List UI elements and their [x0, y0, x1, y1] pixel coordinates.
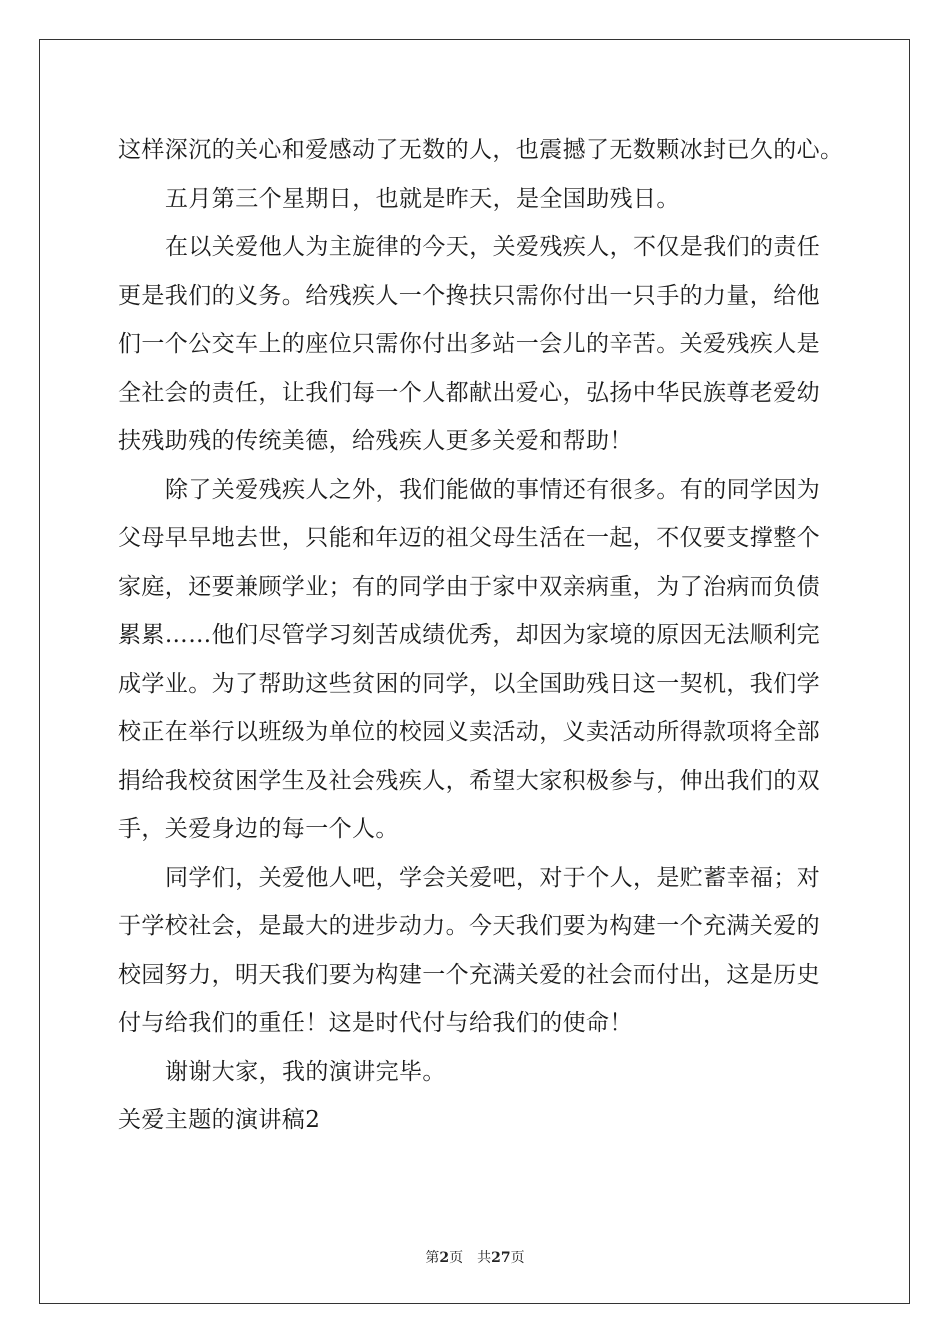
text-line: 校正在举行以班级为单位的校园义卖活动，义卖活动所得款项将全部	[118, 719, 820, 745]
total-prefix: 共	[477, 1250, 492, 1266]
page-footer	[0, 1248, 950, 1268]
page-unit: 页	[449, 1250, 464, 1266]
text-line: 成学业。为了帮助这些贫困的同学，以全国助残日这一契机，我们学	[118, 670, 820, 697]
text-line: 这样深沉的关心和爱感动了无数的人，也震撼了无数颗冰封已久的心。	[118, 137, 844, 163]
document-body	[118, 126, 844, 1145]
total-unit: 页	[510, 1250, 525, 1266]
text-line: 累累……他们尽管学习刻苦成绩优秀，却因为家境的原因无法顺利完	[118, 622, 820, 648]
page-prefix: 第	[425, 1250, 440, 1266]
section-heading: 关爱主题的演讲稿2	[118, 1107, 321, 1133]
text-line: 扶残助残的传统美德，给残疾人更多关爱和帮助！	[118, 428, 633, 454]
text-line: 校园努力，明天我们要为构建一个充满关爱的社会而付出，这是历史	[118, 961, 820, 988]
text-line: 捐给我校贫困学生及社会残疾人，希望大家积极参与，伸出我们的双	[118, 767, 820, 794]
text-line: 于学校社会，是最大的进步动力。今天我们要为构建一个充满关爱的	[118, 913, 820, 939]
total-page-count: 27	[491, 1250, 511, 1266]
paragraph-start: 谢谢大家，我的演讲完毕。	[165, 1058, 446, 1085]
text-line: 全社会的责任，让我们每一个人都献出爱心，弘扬中华民族尊老爱幼	[118, 379, 820, 406]
paragraph-start: 除了关爱残疾人之外，我们能做的事情还有很多。有的同学因为	[165, 476, 821, 503]
text-line: 付与给我们的重任！这是时代付与给我们的使命！	[118, 1010, 633, 1036]
text-line: 们一个公交车上的座位只需你付出多站一会儿的辛苦。关爱残疾人是	[118, 331, 820, 357]
paragraph-start: 同学们，关爱他人吧，学会关爱吧，对于个人，是贮蓄幸福；对	[165, 864, 821, 891]
text-line: 手，关爱身边的每一个人。	[118, 816, 399, 842]
paragraph-start: 在以关爱他人为主旋律的今天，关爱残疾人，不仅是我们的责任	[165, 234, 821, 260]
current-page-number: 2	[439, 1250, 450, 1266]
paragraph-start: 五月第三个星期日，也就是昨天，是全国助残日。	[165, 185, 680, 212]
text-line: 家庭，还要兼顾学业；有的同学由于家中双亲病重，为了治病而负债	[118, 573, 820, 600]
text-line: 更是我们的义务。给残疾人一个搀扶只需你付出一只手的力量，给他	[118, 282, 820, 309]
text-line: 父母早早地去世，只能和年迈的祖父母生活在一起，不仅要支撑整个	[118, 525, 820, 551]
